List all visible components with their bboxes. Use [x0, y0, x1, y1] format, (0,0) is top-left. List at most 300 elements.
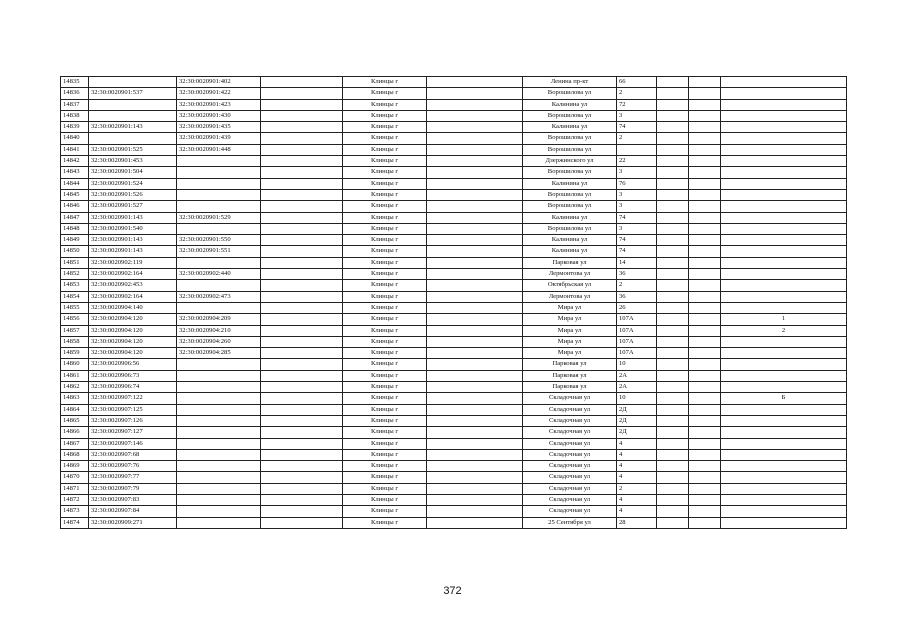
table-row	[61, 393, 847, 404]
empty-cell	[427, 415, 523, 426]
empty-cell	[427, 461, 523, 472]
empty-cell	[427, 302, 523, 313]
empty-cell	[657, 472, 689, 483]
extra-cell	[721, 189, 847, 200]
empty-cell	[427, 325, 523, 336]
house-number: 4	[617, 494, 657, 505]
city-cell: Клинцы г	[343, 483, 427, 494]
house-number: 4	[617, 438, 657, 449]
table-row	[61, 427, 847, 438]
extra-cell	[721, 427, 847, 438]
street-cell: Складочная ул	[523, 393, 617, 404]
empty-cell	[657, 77, 689, 88]
extra-cell	[721, 167, 847, 178]
empty-cell	[261, 461, 343, 472]
linked-cadastral-number	[177, 427, 261, 438]
city-cell: Клинцы г	[343, 280, 427, 291]
table-row	[61, 212, 847, 223]
street-cell: Ворошилова ул	[523, 189, 617, 200]
empty-cell	[689, 235, 721, 246]
cadastral-number: 32:30:0020907:125	[89, 404, 177, 415]
table-row	[61, 461, 847, 472]
linked-cadastral-number	[177, 472, 261, 483]
city-cell: Клинцы г	[343, 438, 427, 449]
empty-cell	[261, 110, 343, 121]
empty-cell	[657, 427, 689, 438]
empty-cell	[427, 404, 523, 415]
empty-cell	[689, 269, 721, 280]
cadastral-number: 32:30:0020901:527	[89, 201, 177, 212]
table-row	[61, 280, 847, 291]
empty-cell	[657, 483, 689, 494]
empty-cell	[657, 280, 689, 291]
empty-cell	[427, 269, 523, 280]
empty-cell	[261, 167, 343, 178]
extra-cell	[721, 156, 847, 167]
empty-cell	[689, 201, 721, 212]
linked-cadastral-number	[177, 280, 261, 291]
empty-cell	[261, 415, 343, 426]
record-number: 14839	[61, 122, 89, 133]
empty-cell	[427, 133, 523, 144]
empty-cell	[261, 302, 343, 313]
empty-cell	[657, 325, 689, 336]
empty-cell	[689, 122, 721, 133]
empty-cell	[689, 314, 721, 325]
page-number: 372	[443, 585, 462, 597]
street-cell: Ворошилова ул	[523, 223, 617, 234]
city-cell: Клинцы г	[343, 359, 427, 370]
linked-cadastral-number	[177, 517, 261, 528]
empty-cell	[689, 325, 721, 336]
linked-cadastral-number	[177, 438, 261, 449]
cadastral-number: 32:30:0020907:77	[89, 472, 177, 483]
table-row	[61, 77, 847, 88]
extra-cell	[721, 359, 847, 370]
table-row	[61, 167, 847, 178]
house-number: 2Д	[617, 415, 657, 426]
street-cell: Складочная ул	[523, 506, 617, 517]
extra-cell	[721, 99, 847, 110]
empty-cell	[689, 291, 721, 302]
linked-cadastral-number	[177, 156, 261, 167]
record-number: 14841	[61, 144, 89, 155]
table-row	[61, 325, 847, 336]
street-cell: Лермонтова ул	[523, 291, 617, 302]
house-number: 36	[617, 269, 657, 280]
house-number: 74	[617, 212, 657, 223]
cadastral-number: 32:30:0020907:76	[89, 461, 177, 472]
table-row	[61, 494, 847, 505]
city-cell: Клинцы г	[343, 235, 427, 246]
record-number: 14855	[61, 302, 89, 313]
linked-cadastral-number: 32:30:0020901:448	[177, 144, 261, 155]
linked-cadastral-number	[177, 415, 261, 426]
cadastral-number: 32:30:0020904:120	[89, 348, 177, 359]
record-number: 14859	[61, 348, 89, 359]
empty-cell	[657, 223, 689, 234]
empty-cell	[427, 178, 523, 189]
cadastral-number: 32:30:0020901:537	[89, 88, 177, 99]
house-number: 72	[617, 99, 657, 110]
linked-cadastral-number	[177, 382, 261, 393]
empty-cell	[689, 494, 721, 505]
linked-cadastral-number	[177, 393, 261, 404]
empty-cell	[657, 393, 689, 404]
table-row	[61, 517, 847, 528]
city-cell: Клинцы г	[343, 212, 427, 223]
record-number: 14843	[61, 167, 89, 178]
extra-cell: 1	[721, 314, 847, 325]
table-row	[61, 382, 847, 393]
cadastral-number: 32:30:0020902:453	[89, 280, 177, 291]
empty-cell	[657, 506, 689, 517]
empty-cell	[689, 449, 721, 460]
city-cell: Клинцы г	[343, 122, 427, 133]
linked-cadastral-number	[177, 494, 261, 505]
linked-cadastral-number	[177, 178, 261, 189]
record-number: 14871	[61, 483, 89, 494]
extra-cell	[721, 269, 847, 280]
empty-cell	[261, 359, 343, 370]
table-row	[61, 336, 847, 347]
street-cell: Парковая ул	[523, 382, 617, 393]
record-number: 14846	[61, 201, 89, 212]
city-cell: Клинцы г	[343, 178, 427, 189]
linked-cadastral-number: 32:30:0020904:285	[177, 348, 261, 359]
record-number: 14852	[61, 269, 89, 280]
empty-cell	[689, 257, 721, 268]
empty-cell	[689, 302, 721, 313]
table-row	[61, 257, 847, 268]
record-number: 14872	[61, 494, 89, 505]
extra-cell	[721, 449, 847, 460]
linked-cadastral-number	[177, 449, 261, 460]
city-cell: Клинцы г	[343, 110, 427, 121]
cadastral-number	[89, 99, 177, 110]
house-number: 2А	[617, 370, 657, 381]
cadastral-number	[89, 133, 177, 144]
empty-cell	[689, 382, 721, 393]
record-number: 14842	[61, 156, 89, 167]
extra-cell	[721, 506, 847, 517]
empty-cell	[427, 427, 523, 438]
extra-cell	[721, 461, 847, 472]
empty-cell	[261, 494, 343, 505]
empty-cell	[261, 348, 343, 359]
house-number: 107А	[617, 336, 657, 347]
empty-cell	[261, 336, 343, 347]
cadastral-number: 32:30:0020901:143	[89, 122, 177, 133]
empty-cell	[427, 494, 523, 505]
record-number: 14863	[61, 393, 89, 404]
street-cell: Калинина ул	[523, 99, 617, 110]
city-cell: Клинцы г	[343, 314, 427, 325]
empty-cell	[657, 122, 689, 133]
linked-cadastral-number	[177, 257, 261, 268]
street-cell: Мира ул	[523, 336, 617, 347]
record-number: 14849	[61, 235, 89, 246]
empty-cell	[427, 506, 523, 517]
empty-cell	[261, 133, 343, 144]
extra-cell	[721, 348, 847, 359]
empty-cell	[657, 235, 689, 246]
street-cell: 25 Сентября ул	[523, 517, 617, 528]
linked-cadastral-number: 32:30:0020901:550	[177, 235, 261, 246]
house-number: 74	[617, 235, 657, 246]
house-number: 14	[617, 257, 657, 268]
record-number: 14835	[61, 77, 89, 88]
street-cell: Калинина ул	[523, 212, 617, 223]
empty-cell	[689, 336, 721, 347]
empty-cell	[689, 133, 721, 144]
city-cell: Клинцы г	[343, 291, 427, 302]
extra-cell	[721, 280, 847, 291]
empty-cell	[427, 393, 523, 404]
cadastral-number	[89, 77, 177, 88]
house-number: 3	[617, 110, 657, 121]
table-row	[61, 359, 847, 370]
empty-cell	[689, 88, 721, 99]
record-number: 14869	[61, 461, 89, 472]
house-number: 10	[617, 359, 657, 370]
cadastral-number: 32:30:0020907:126	[89, 415, 177, 426]
empty-cell	[657, 359, 689, 370]
empty-cell	[689, 99, 721, 110]
empty-cell	[657, 336, 689, 347]
house-number: 4	[617, 472, 657, 483]
empty-cell	[261, 88, 343, 99]
city-cell: Клинцы г	[343, 336, 427, 347]
empty-cell	[261, 472, 343, 483]
city-cell: Клинцы г	[343, 269, 427, 280]
empty-cell	[689, 461, 721, 472]
extra-cell	[721, 472, 847, 483]
cadastral-number: 32:30:0020907:79	[89, 483, 177, 494]
empty-cell	[657, 144, 689, 155]
extra-cell	[721, 257, 847, 268]
city-cell: Клинцы г	[343, 246, 427, 257]
empty-cell	[261, 99, 343, 110]
empty-cell	[427, 472, 523, 483]
empty-cell	[657, 348, 689, 359]
cadastral-number: 32:30:0020907:122	[89, 393, 177, 404]
linked-cadastral-number: 32:30:0020904:209	[177, 314, 261, 325]
street-cell: Мира ул	[523, 348, 617, 359]
empty-cell	[657, 461, 689, 472]
linked-cadastral-number: 32:30:0020904:210	[177, 325, 261, 336]
record-number: 14870	[61, 472, 89, 483]
cadastral-number: 32:30:0020906:73	[89, 370, 177, 381]
extra-cell	[721, 370, 847, 381]
house-number: 4	[617, 449, 657, 460]
record-number: 14873	[61, 506, 89, 517]
house-number: 107А	[617, 348, 657, 359]
record-number: 14851	[61, 257, 89, 268]
linked-cadastral-number: 32:30:0020901:423	[177, 99, 261, 110]
cadastral-number: 32:30:0020907:127	[89, 427, 177, 438]
city-cell: Клинцы г	[343, 156, 427, 167]
city-cell: Клинцы г	[343, 167, 427, 178]
cadastral-number: 32:30:0020909:271	[89, 517, 177, 528]
house-number: 76	[617, 178, 657, 189]
linked-cadastral-number	[177, 167, 261, 178]
linked-cadastral-number: 32:30:0020901:402	[177, 77, 261, 88]
empty-cell	[261, 212, 343, 223]
city-cell: Клинцы г	[343, 133, 427, 144]
cadastral-number: 32:30:0020904:120	[89, 325, 177, 336]
extra-cell	[721, 291, 847, 302]
linked-cadastral-number	[177, 223, 261, 234]
street-cell: Ворошилова ул	[523, 144, 617, 155]
empty-cell	[657, 110, 689, 121]
empty-cell	[261, 77, 343, 88]
record-number: 14837	[61, 99, 89, 110]
empty-cell	[689, 472, 721, 483]
table-row	[61, 506, 847, 517]
extra-cell	[721, 438, 847, 449]
house-number: 36	[617, 291, 657, 302]
empty-cell	[427, 77, 523, 88]
record-number: 14861	[61, 370, 89, 381]
street-cell: Складочная ул	[523, 483, 617, 494]
linked-cadastral-number	[177, 483, 261, 494]
city-cell: Клинцы г	[343, 415, 427, 426]
empty-cell	[427, 110, 523, 121]
record-number: 14867	[61, 438, 89, 449]
empty-cell	[689, 280, 721, 291]
empty-cell	[689, 167, 721, 178]
linked-cadastral-number: 32:30:0020902:473	[177, 291, 261, 302]
empty-cell	[689, 110, 721, 121]
street-cell: Ворошилова ул	[523, 110, 617, 121]
street-cell: Ворошилова ул	[523, 201, 617, 212]
extra-cell	[721, 404, 847, 415]
city-cell: Клинцы г	[343, 302, 427, 313]
table-row	[61, 314, 847, 325]
empty-cell	[427, 291, 523, 302]
empty-cell	[427, 336, 523, 347]
cadastral-number: 32:30:0020907:83	[89, 494, 177, 505]
extra-cell	[721, 110, 847, 121]
city-cell: Клинцы г	[343, 223, 427, 234]
empty-cell	[261, 223, 343, 234]
empty-cell	[427, 99, 523, 110]
empty-cell	[689, 438, 721, 449]
empty-cell	[427, 223, 523, 234]
empty-cell	[427, 314, 523, 325]
city-cell: Клинцы г	[343, 370, 427, 381]
table-row	[61, 178, 847, 189]
empty-cell	[261, 189, 343, 200]
house-number: 2Д	[617, 404, 657, 415]
extra-cell	[721, 235, 847, 246]
record-number: 14854	[61, 291, 89, 302]
empty-cell	[427, 156, 523, 167]
house-number: 2	[617, 133, 657, 144]
empty-cell	[657, 438, 689, 449]
street-cell: Мира ул	[523, 302, 617, 313]
empty-cell	[261, 257, 343, 268]
house-number: 22	[617, 156, 657, 167]
house-number: 2	[617, 280, 657, 291]
empty-cell	[427, 144, 523, 155]
table-row	[61, 404, 847, 415]
empty-cell	[689, 370, 721, 381]
house-number: 26	[617, 302, 657, 313]
empty-cell	[657, 99, 689, 110]
table-row	[61, 99, 847, 110]
empty-cell	[657, 404, 689, 415]
record-number: 14862	[61, 382, 89, 393]
cadastral-number: 32:30:0020901:504	[89, 167, 177, 178]
empty-cell	[689, 427, 721, 438]
extra-cell	[721, 382, 847, 393]
house-number: 107А	[617, 314, 657, 325]
street-cell: Складочная ул	[523, 449, 617, 460]
extra-cell	[721, 483, 847, 494]
empty-cell	[427, 212, 523, 223]
empty-cell	[261, 438, 343, 449]
record-number: 14865	[61, 415, 89, 426]
cadastral-number: 32:30:0020901:143	[89, 235, 177, 246]
cadastral-number: 32:30:0020907:146	[89, 438, 177, 449]
table-row	[61, 449, 847, 460]
empty-cell	[261, 314, 343, 325]
cadastral-number: 32:30:0020901:453	[89, 156, 177, 167]
street-cell: Мира ул	[523, 314, 617, 325]
registry-sheet	[60, 76, 846, 529]
house-number: 2Д	[617, 427, 657, 438]
city-cell: Клинцы г	[343, 144, 427, 155]
extra-cell	[721, 133, 847, 144]
table-row	[61, 302, 847, 313]
house-number: 2	[617, 483, 657, 494]
house-number: 3	[617, 223, 657, 234]
extra-cell	[721, 223, 847, 234]
empty-cell	[427, 235, 523, 246]
table-row	[61, 223, 847, 234]
empty-cell	[427, 370, 523, 381]
empty-cell	[427, 280, 523, 291]
street-cell: Дзержинского ул	[523, 156, 617, 167]
linked-cadastral-number: 32:30:0020901:529	[177, 212, 261, 223]
table-row	[61, 415, 847, 426]
linked-cadastral-number: 32:30:0020901:435	[177, 122, 261, 133]
empty-cell	[689, 246, 721, 257]
empty-cell	[261, 382, 343, 393]
table-row	[61, 110, 847, 121]
extra-cell	[721, 517, 847, 528]
cadastral-number: 32:30:0020902:119	[89, 257, 177, 268]
empty-cell	[657, 201, 689, 212]
street-cell: Калинина ул	[523, 246, 617, 257]
street-cell: Складочная ул	[523, 415, 617, 426]
empty-cell	[689, 506, 721, 517]
cadastral-number: 32:30:0020901:526	[89, 189, 177, 200]
empty-cell	[261, 517, 343, 528]
empty-cell	[689, 517, 721, 528]
city-cell: Клинцы г	[343, 427, 427, 438]
house-number: 74	[617, 122, 657, 133]
empty-cell	[689, 212, 721, 223]
linked-cadastral-number	[177, 370, 261, 381]
table-row	[61, 483, 847, 494]
empty-cell	[689, 77, 721, 88]
record-number: 14853	[61, 280, 89, 291]
street-cell: Октябрьская ул	[523, 280, 617, 291]
city-cell: Клинцы г	[343, 449, 427, 460]
